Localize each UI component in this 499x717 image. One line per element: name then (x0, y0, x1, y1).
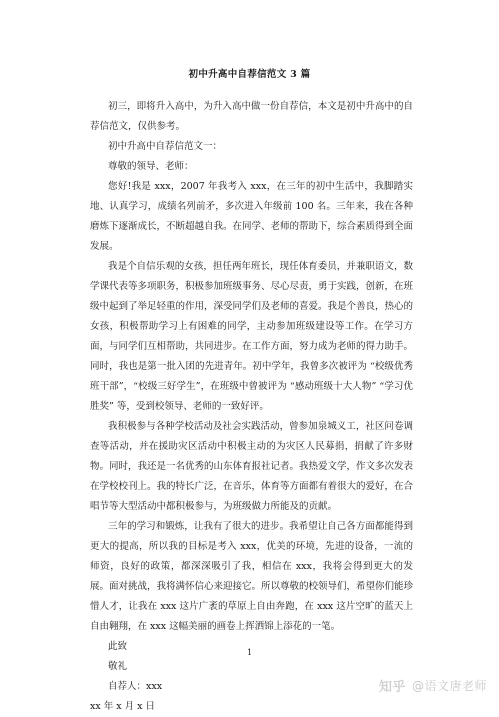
date-line: xx 年 x 月 x 日 (90, 701, 156, 712)
watermark (379, 676, 487, 695)
page-number: 1 (246, 648, 253, 657)
signer-line: 自荐人：xxx (108, 681, 163, 692)
body-paragraph-3: 我积极参与各种学校活动及社会实践活动，曾参加泉城义工，社区问卷调查等活动，并在援助灾区活动中积极主动的为灾区人民募捐，捐献了许多财物。同时，我还是一名优秀的山东体育报社记者。我热爱文学，作文多次发表在学校校刊上。我的特长广泛，在音乐，体育等方面都有着很大的爱好，在合唱节等大型活动中都积极参与，为班级做力所能及的贡献。 (90, 421, 414, 512)
watermark-handle: @语文唐老师 (411, 679, 487, 693)
body-paragraph-1: 您好!我是 xxx，2007 年我考入 xxx，在三年的初中生活中，我脚踏实地、认真学习，成绩名列前矛，多次进入年级前 100 名。三年来，我在各种磨炼下逐渐成长，不断超越自我。在同学、老师的帮助下，综合素质得到全面发展。 (90, 181, 414, 252)
section-heading: 初中升高中自荐信范文一： (108, 141, 223, 152)
document-body (90, 97, 413, 717)
watermark-platform: 知乎 (378, 680, 406, 695)
closing-line-1: 此致 (108, 641, 128, 652)
body-paragraph-2: 我是个自信乐观的女孩，担任两年班长，现任体育委员，并兼职语文，数学课代表等多项职务，积极参加班级事务、尽心尽责，勇于实践，创新，在班级中起到了举足轻重的作用，深受同学们及老师的喜爱。我是个善良，热心的女孩，积极帮助学习上有困难的同学，主动参加班级建设等工作。在学习方面，与同学们互相帮助，共同进步。在工作方面，努力成为老师的得力助手。同时，我也是第一批入团的先进青年。初中学年，我曾多次被评为 “校级优秀班干部”，“校级三好学生”，在班级中曾被评为 “感动班级十大人物” “学习优胜奖” 等，受到校领导、老师的一致好评。 (90, 261, 414, 412)
intro-paragraph: 初三，即将升入高中，为升入高中做一份自荐信，本文是初中升高中的自荐信范文，仅供参考。 (90, 101, 413, 132)
salutation: 尊敬的领导、老师： (108, 161, 194, 172)
document-title: 初中升高中自荐信范文 3 篇 (188, 69, 311, 80)
body-paragraph-4: 三年的学习和锻炼，让我有了很大的进步。我希望让自己各方面都能得到更大的提高，所以我的目标是考入 xxx，优美的环境，先进的设备，一流的师资，良好的政策，都深深吸引了我，相信在 xxx，我将会得到更大的发展。面对挑战，我将满怀信心来迎接它。所以尊敬的校领导们，希望你们能珍惜人才，让我在 xxx 这片广袤的草原上自由奔跑，在 xxx 这片空旷的蓝天上自由翱翔，在 xxx 这幅美丽的画卷上挥洒锦上添花的一笔。 (90, 521, 414, 632)
closing-line-2: 敬礼 (108, 661, 128, 672)
